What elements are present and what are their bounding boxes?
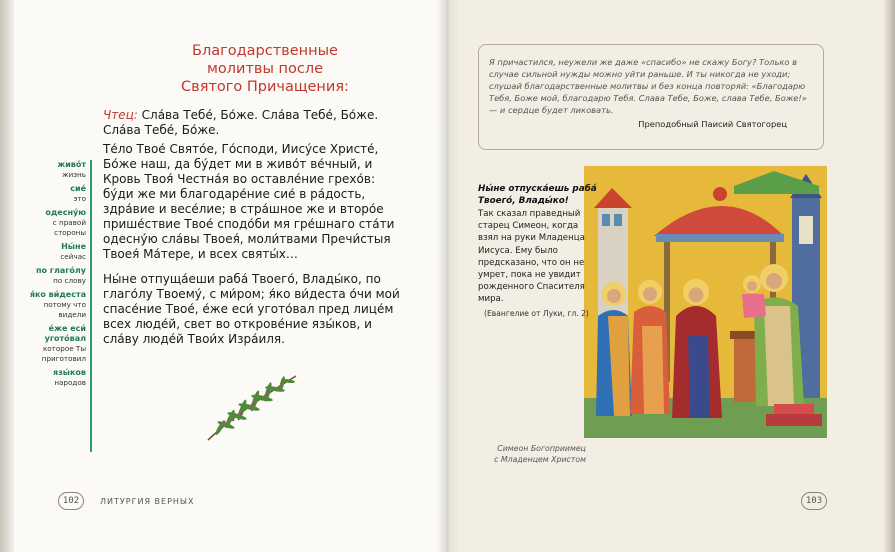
quote-box — [478, 44, 824, 150]
glossary — [28, 160, 86, 392]
book-spine-shadow — [436, 0, 460, 552]
quote-text: Я причастился, неужели же даже «спасибо» не скажу Богу? Только в случае сильной нужды можно уйти раньше. И ты никогда не уходи; слушай благодарственные молитвы и без конца повторяй: «Благодарю Тебя, Боже мой, благодарю Тебя. Слава Тебе, Боже, слава Тебе, Боже!» — и сердце будет ликовать. — [489, 57, 807, 115]
title-line-1: Благодарственные — [192, 43, 338, 59]
icon-caption — [476, 444, 586, 465]
icon-heading: Ны́не отпуска́ешь раба́ Твоего́, Влады́ко! — [478, 184, 597, 206]
running-head: ЛИТУРГИЯ ВЕРНЫХ — [100, 497, 195, 506]
glossary-definition: жизнь — [62, 170, 86, 179]
glossary-rule — [90, 160, 92, 452]
glossary-term: по глаго́лу — [36, 266, 86, 275]
reader-text: Сла́ва Тебе́, Бо́же. Сла́ва Тебе́, Бо́же. Сла́ва Тебе́, Бо́же. — [103, 108, 379, 137]
page-number-right: 103 — [801, 492, 827, 510]
glossary-term: сие́ — [70, 184, 86, 193]
prayer-paragraph-1: Те́ло Твое́ Свято́е, Го́споди, Иису́се Христе́, Бо́же наш, да бу́дет ми в живо́т ве́чный, и Кровь Твоя́ Честна́я во оставле́ние грехо́в: бу́ди же ми благодаре́ние сие́ в ра́дость, здра́вие и весе́лие; в стра́шное же и второ́е прише́ствие Твое́ сподо́би мя гре́шнаго ста́ти одесну́ю сла́вы Твоея́, моли́твами Пречи́стыя Твоея́ Ма́тере, и всех святы́х… — [103, 142, 395, 261]
glossary-definition: сейчас — [60, 252, 86, 261]
glossary-item — [28, 368, 86, 388]
glossary-definition: с правой стороны — [52, 218, 86, 237]
page-title — [150, 42, 380, 96]
reader-label: Чтец: — [103, 108, 138, 122]
glossary-definition: по слову — [53, 276, 86, 285]
glossary-term: Ны́не — [61, 242, 86, 251]
glossary-definition: это — [73, 194, 86, 203]
glossary-item — [28, 324, 86, 364]
prayer-paragraph-2: Ны́не отпуща́еши раба́ Твоего́, Влады́ко, по глаго́лу Твоему́, с ми́ром; я́ко ви́деста о́чи мои́ спасе́ние Твое́, е́же еси́ угото́вал пред лице́м всех люде́й, свет во открове́ние язы́ков, и сла́ву люде́й Твои́х Изра́иля. — [103, 272, 400, 346]
glossary-item — [28, 208, 86, 238]
glossary-term: одесну́ю — [45, 208, 86, 217]
glossary-definition: которое Ты приготовил — [41, 344, 86, 363]
glossary-item — [28, 242, 86, 262]
icon-source: (Евангелие от Луки, гл. 2) — [484, 308, 589, 318]
glossary-item — [28, 184, 86, 204]
glossary-item — [28, 290, 86, 320]
glossary-term: я́ко ви́деста — [29, 290, 86, 299]
glossary-definition: потому что видели — [43, 300, 86, 319]
icon-description — [478, 184, 598, 319]
caption-line-1: Симеон Богоприимец — [497, 444, 586, 453]
caption-line-2: с Младенцем Христом — [494, 454, 586, 464]
glossary-term: живо́т — [57, 160, 86, 169]
book-edge-left — [0, 0, 14, 552]
page-number-left: 102 — [58, 492, 84, 510]
reader-line — [103, 108, 403, 138]
icon-story: Так сказал праведный старец Симеон, когда взял на руки Младенца Иисуса. Ему было предсказано, что он не умрет, пока не увидит рожденного Спасителя мира. — [478, 209, 585, 305]
quote-author: Преподобный Паисий Святогорец — [638, 119, 787, 129]
glossary-item — [28, 160, 86, 180]
title-line-2: молитвы после — [206, 61, 324, 77]
glossary-definition: народов — [54, 378, 86, 387]
glossary-item — [28, 266, 86, 286]
book-edge-right — [883, 0, 895, 552]
presentation-icon-image — [584, 166, 827, 438]
glossary-term: е́же еси́ угото́вал — [44, 324, 86, 343]
title-line-3: Святого Причащения: — [181, 79, 349, 95]
glossary-term: язы́ков — [52, 368, 86, 377]
fern-branch-illustration — [200, 370, 300, 445]
